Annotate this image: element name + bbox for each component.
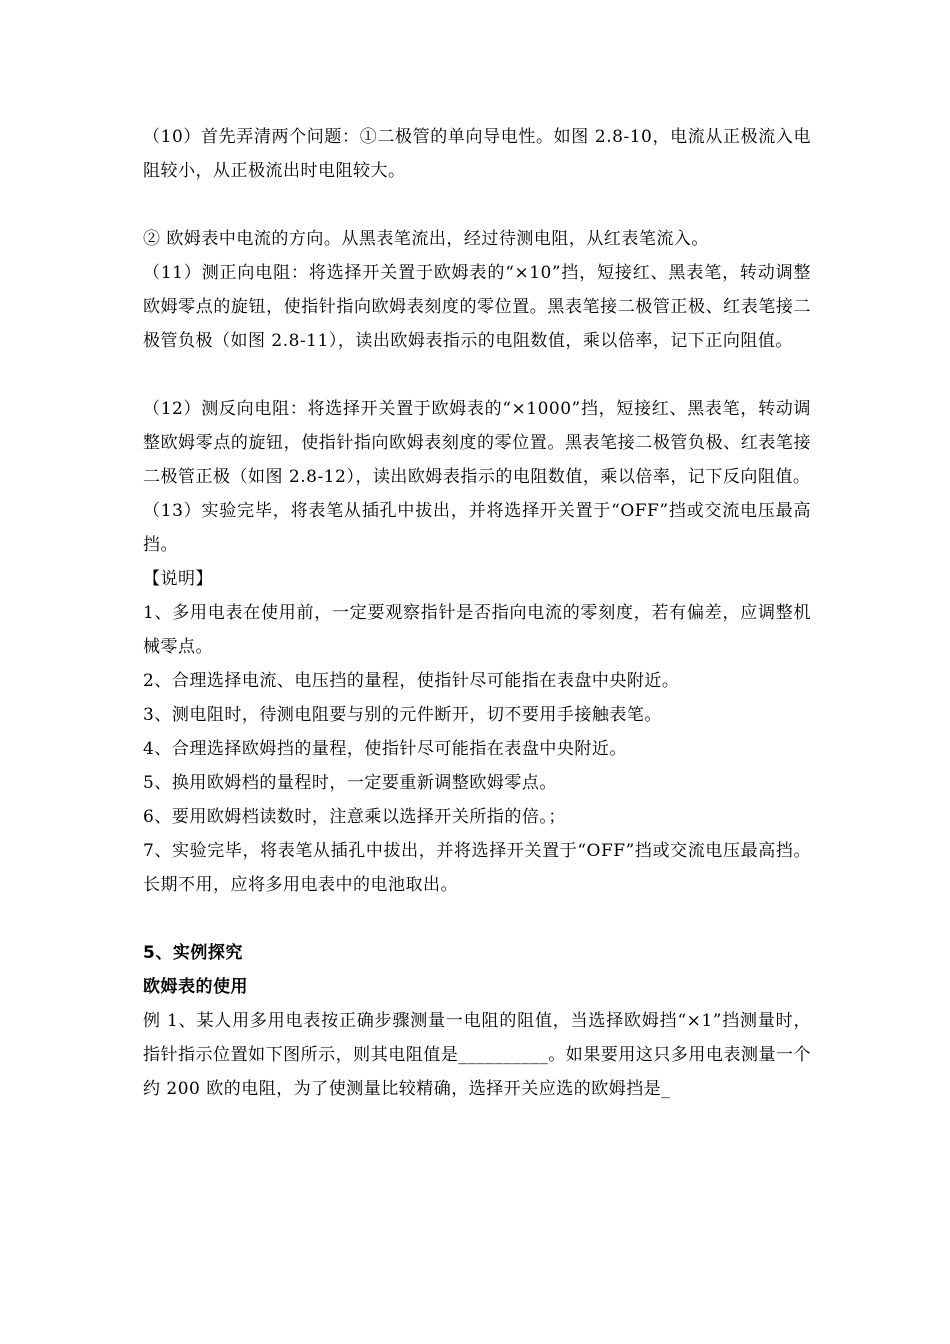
paragraph-step-13: （13）实验完毕，将表笔从插孔中拔出，并将选择开关置于“OFF”挡或交流电压最高挡。 [143, 501, 811, 555]
blank-line [143, 358, 811, 392]
section-subtitle: 欧姆表的使用 [143, 977, 248, 997]
section-title: 5、实例探究 [143, 943, 243, 963]
note-item: 2、合理选择电流、电压挡的量程，使指针尽可能指在表盘中央附近。 [143, 671, 680, 691]
note-item: 6、要用欧姆档读数时，注意乘以选择开关所指的倍。； [143, 807, 566, 827]
note-item: 7、实验完毕，将表笔从插孔中拔出，并将选择开关置于“OFF”挡或交流电压最高挡。长期不用，应将多用电表中的电池取出。 [143, 841, 811, 895]
paragraph-current-direction: ② 欧姆表中电流的方向。从黑表笔流出，经过待测电阻，从红表笔流入。 [143, 229, 709, 249]
document-page [143, 120, 811, 1106]
paragraph-step-12: （12）测反向电阻：将选择开关置于欧姆表的“×1000”挡，短接红、黑表笔，转动调整欧姆零点的旋钮，使指针指向欧姆表刻度的零位置。黑表笔接二极管负极、红表笔接二极管正极（如图 2.8-12），读出欧姆表指示的电阻数值，乘以倍率，记下反向阻值。 [143, 399, 811, 487]
blank-line [143, 902, 811, 936]
blank-line [143, 188, 811, 222]
note-item: 3、测电阻时，待测电阻要与别的元件断开，切不要用手接触表笔。 [143, 705, 662, 725]
note-item: 1、多用电表在使用前，一定要观察指针是否指向电流的零刻度，若有偏差，应调整机械零点。 [143, 603, 811, 657]
notes-heading: 【说明】 [143, 569, 213, 589]
example-1: 例 1、某人用多用电表按正确步骤测量一电阻的阻值，当选择欧姆挡“×1”挡测量时，指针指示位置如下图所示，则其电阻值是__________。如果要用这只多用电表测量一个约 200 欧的电阻，为了使测量比较精确，选择开关应选的欧姆挡是_ [143, 1011, 811, 1099]
paragraph-step-11: （11）测正向电阻：将选择开关置于欧姆表的“×10”挡，短接红、黑表笔，转动调整欧姆零点的旋钮，使指针指向欧姆表刻度的零位置。黑表笔接二极管正极、红表笔接二极管负极（如图 2.8-11），读出欧姆表指示的电阻数值，乘以倍率，记下正向阻值。 [143, 263, 811, 351]
paragraph-step-10: （10）首先弄清两个问题：①二极管的单向导电性。如图 2.8-10，电流从正极流入电阻较小，从正极流出时电阻较大。 [143, 127, 811, 181]
note-item: 4、合理选择欧姆挡的量程，使指针尽可能指在表盘中央附近。 [143, 739, 627, 759]
note-item: 5、换用欧姆档的量程时，一定要重新调整欧姆零点。 [143, 773, 557, 793]
